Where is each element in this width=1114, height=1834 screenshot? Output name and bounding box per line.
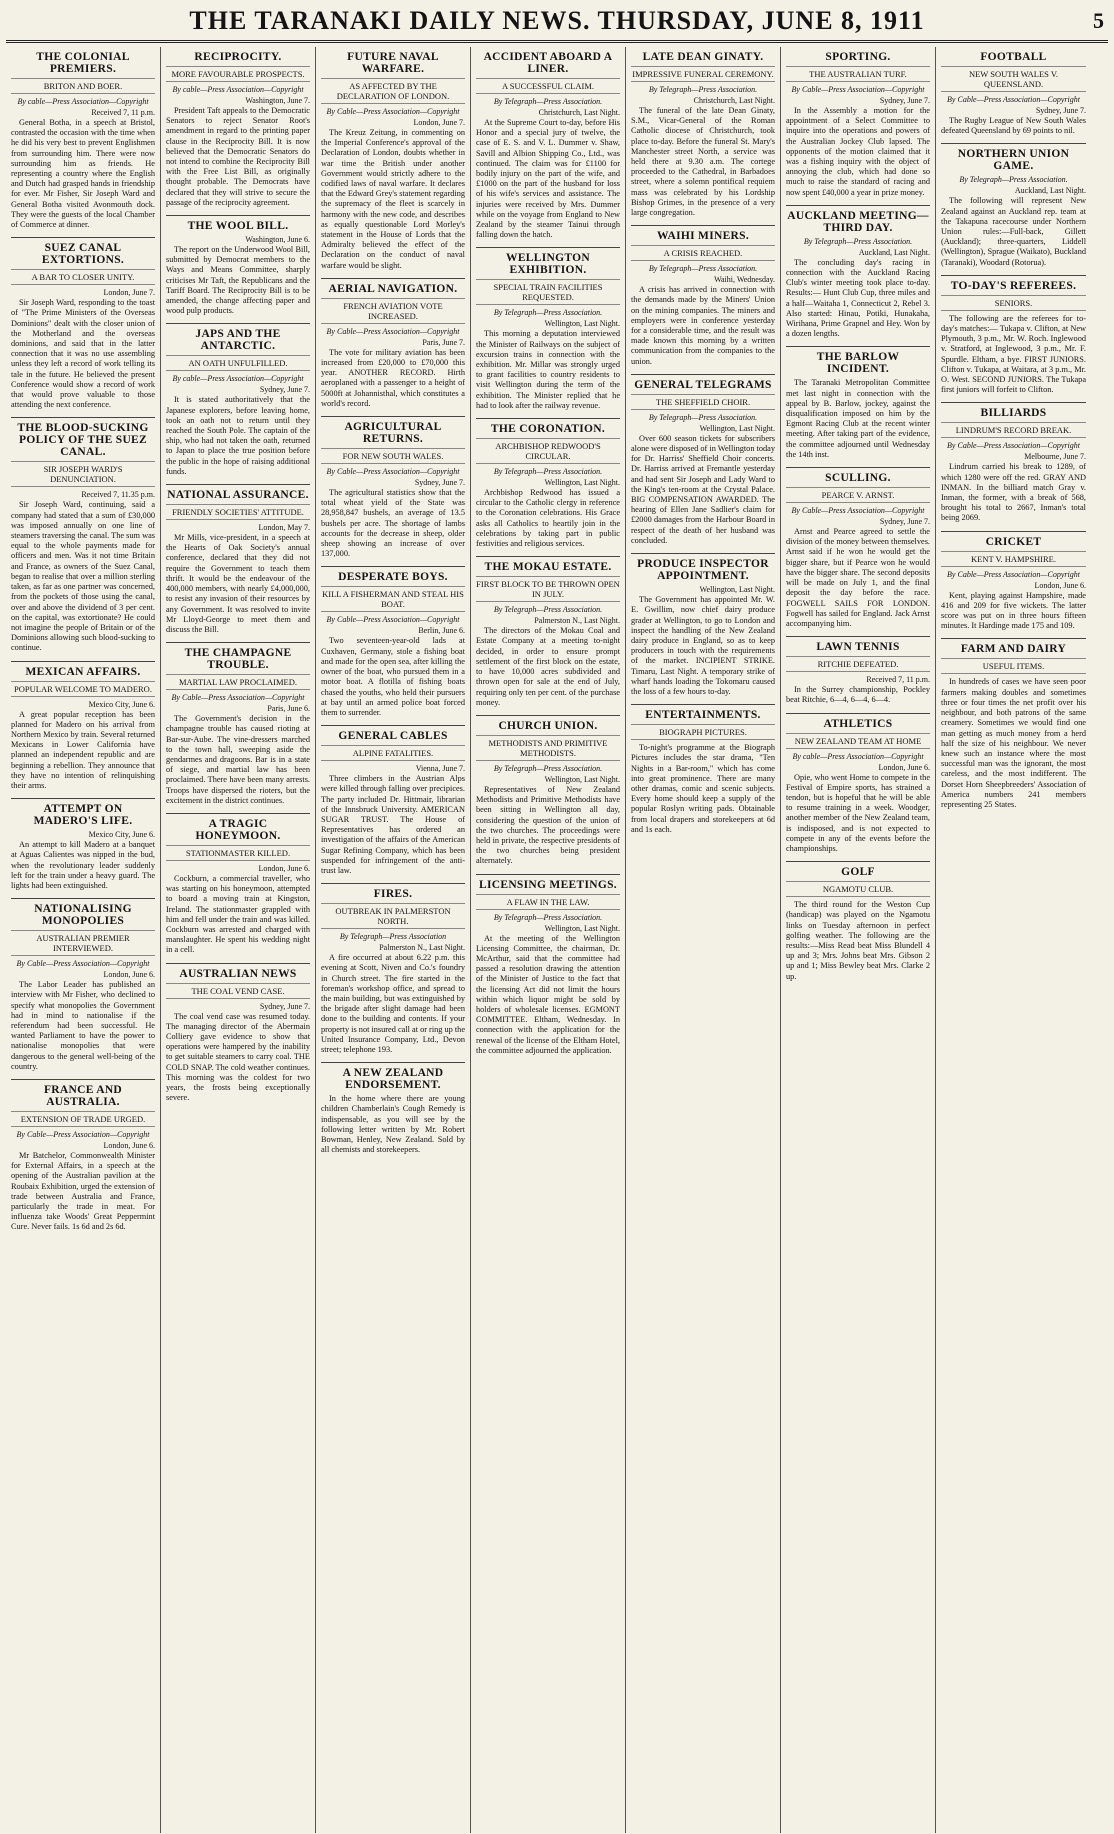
article-subheading: KILL A FISHERMAN AND STEAL HIS BOAT.	[321, 586, 465, 612]
article-dateline: London, May 7.	[258, 523, 310, 533]
article-headline: THE BLOOD-SUCKING POLICY OF THE SUEZ CANAL.	[11, 417, 155, 458]
article-headline: BILLIARDS	[941, 402, 1086, 419]
article-headline: FUTURE NAVAL WARFARE.	[347, 51, 439, 75]
article	[166, 813, 310, 956]
article-subheading: BRITON AND BOER.	[11, 78, 155, 94]
article-dateline: Auckland, Last Night.	[858, 247, 930, 257]
article-body: Over 600 season tickets for subscribers alone were disposed of in Wellington today for Dr. Harriss' Sheffield Choir concerts. Dr. Harriss arrived at Fremantle yesterday and had sent Sir Joseph and Lady Ward to the King's ten-room at the Crystal Palace. BIG COMPENSATION AWARDED. The hearing of Ellen Jane Sadlier's claim for £2000 damages from the Harbour Board in respect of the death of her husband was concluded.	[631, 433, 775, 545]
article-dateline: London, June 6.	[103, 1140, 155, 1150]
article-byline: By cable—Press Association—Copyright	[792, 751, 924, 761]
article	[11, 237, 155, 410]
article-dateline: Wellington, Last Night.	[699, 423, 775, 433]
article-body: An attempt to kill Madero at a banquet at Aguas Calientes was nipped in the bud, when the revolutionary leader suddenly left for the train under a heavy guard. The lights had been extinguished.	[11, 840, 155, 890]
article-byline: By cable—Press Association—Copyright	[172, 374, 304, 384]
article-body: The third round for the Weston Cup (handicap) was played on the Ngamotu links on Tuesday afternoon in perfect golfing weather. The following are the results:—Miss Read beat Miss Blundell 4 up and 3; Mrs. Johns beat Mrs. Gibson 2 up and 1; Miss Bewley beat Mrs. Clarke 2 up.	[786, 900, 930, 981]
article-body: Archbishop Redwood has issued a circular to the Catholic clergy in reference to the Coronation celebrations. His Grace asks all Catholics to heartily join in the celebrations by taking part in public festivities and religious services.	[476, 488, 620, 549]
article	[941, 51, 1086, 136]
page-number: 5	[1093, 8, 1104, 33]
article-subheading: THE SHEFFIELD CHOIR.	[631, 394, 775, 410]
article-subheading: AS AFFECTED BY THE DECLARATION OF LONDON.	[321, 78, 465, 104]
article-body: The Taranaki Metropolitan Committee met last night in connection with the appeal by B. Barlow, jockey, against the disqualification imposed on him by the Egmont Racing Club at the recent winter meeting. After taking part of the evidence, the committee adjourned until Wednesday the 14th inst.	[786, 378, 930, 459]
article	[11, 1079, 155, 1233]
article-byline: By Cable—Press Association—Copyright	[326, 107, 460, 116]
article-subheading: SPECIAL TRAIN FACILITIES REQUESTED.	[476, 279, 620, 305]
article-subheading: SENIORS.	[941, 295, 1086, 311]
article-headline: DESPERATE BOYS.	[321, 566, 465, 583]
article-subheading: PEARCE V. ARNST.	[786, 487, 930, 503]
article	[321, 883, 465, 1055]
article-byline: By Cable—Press Association—Copyright	[947, 569, 1080, 579]
news-column	[316, 47, 471, 1833]
article-headline: NATIONAL ASSURANCE.	[166, 484, 310, 501]
article-subheading: OUTBREAK IN PALMERSTON NORTH.	[321, 903, 465, 929]
article-dateline: Received 7, 11 p.m.	[866, 675, 930, 685]
article-byline: By Telegraph—Press Association.	[493, 912, 603, 922]
article-subheading: NGAMOTU CLUB.	[786, 881, 930, 897]
article-body: Kent, playing against Hampshire, made 416 and 209 for five wickets. The latter score was put on in three hours fifteen minutes. It Hardinge made 175 and 109.	[941, 590, 1086, 631]
article-subheading: IMPRESSIVE FUNERAL CEREMONY.	[631, 66, 775, 82]
article-subheading: KENT V. HAMPSHIRE.	[941, 551, 1086, 567]
article-headline: SPORTING.	[825, 51, 891, 63]
article-dateline: Paris, June 6.	[267, 704, 310, 714]
article-headline: FOOTBALL	[980, 51, 1047, 63]
article	[786, 713, 930, 855]
article	[11, 898, 155, 1072]
article-headline: RECIPROCITY.	[194, 51, 282, 63]
article	[321, 725, 465, 876]
article	[321, 416, 465, 559]
article-dateline: Christchurch, Last Night.	[693, 96, 775, 105]
article-dateline: Berlin, June 6.	[418, 626, 465, 636]
article-byline: By Cable—Press Association—Copyright	[947, 441, 1080, 451]
article-headline: THE BARLOW INCIDENT.	[786, 346, 930, 375]
article-body: Sir Joseph Ward, responding to the toast of "The Prime Ministers of the Overseas Dominions" dealt with the closer union of the Motherland and the overseas dominions, and said that in the latter connection that it was no use assembling unless they left a record of work telling its tale in the future. He believed the present Conference would show a record of work that would prove valuable to those attending the next conference.	[11, 298, 155, 410]
article-subheading: ARCHBISHOP REDWOOD'S CIRCULAR.	[476, 438, 620, 464]
article-headline: LATE DEAN GINATY.	[642, 51, 764, 63]
article-byline: By Cable—Press Association—Copyright	[326, 615, 460, 625]
article-body: A great popular reception has been planned for Madero on his arrival from Northern Mexico by train. Several returned Mexicans in Lower California have planned an independent republic and are beginning a rebellion. They announce that they have no intention of relinquishing their arms.	[11, 709, 155, 790]
article-headline: FARM AND DAIRY	[941, 638, 1086, 655]
article-subheading: A CRISIS REACHED.	[631, 245, 775, 261]
article-dateline: Sydney, June 7.	[879, 517, 930, 527]
article-dateline: Wellington, Last Night.	[544, 774, 620, 784]
article	[11, 417, 155, 653]
article-subheading: MARTIAL LAW PROCLAIMED.	[166, 674, 310, 690]
article-byline: By Telegraph—Press Association.	[493, 308, 603, 318]
article-dateline: Wellington, Last Night.	[544, 319, 620, 329]
article-body: Two seventeen-year-old lads at Cuxhaven, Germany, stole a fishing boat and made for the open sea, after killing the owner of the boat, who pursued them in a motor boat. A flotilla of fishing boats chased the youths, who held their pursuers at bay until an armed police boat forced them to surrender.	[321, 636, 465, 717]
article-subheading: STATIONMASTER KILLED.	[166, 845, 310, 861]
article-subheading: POPULAR WELCOME TO MADERO.	[11, 681, 155, 697]
article-headline: FRANCE AND AUSTRALIA.	[11, 1079, 155, 1108]
article-byline: By Telegraph—Press Association.	[959, 175, 1068, 185]
news-column	[161, 47, 316, 1833]
article	[321, 278, 465, 409]
article	[166, 963, 310, 1104]
article-dateline: Sydney, June 7.	[879, 96, 930, 105]
article-subheading: A FLAW IN THE LAW.	[476, 894, 620, 910]
article-dateline: London, June 6.	[258, 863, 310, 873]
article	[321, 51, 465, 271]
article-dateline: Waihi, Wednesday.	[714, 275, 775, 285]
article-body: The following are the referees for to-day's matches:— Tukapa v. Clifton, at New Plymouth, 3 p.m., Mr. W. Roch. Inglewood v. Stratford, at Inglewood, 3 p.m., Mr. F. Spurdle. Eltham, a bye. FIRST JUNIORS. Clifton v. Tukapa, at Waitara, at 3 p.m., Mr. O. West. SECOND JUNIORS. The Tukapa first juniors will forfeit to Clifton.	[941, 313, 1086, 395]
article-dateline: Mexico City, June 6.	[88, 699, 155, 709]
article-headline: ENTERTAINMENTS.	[631, 704, 775, 721]
article-headline: THE WOOL BILL.	[166, 215, 310, 232]
article-body: At the meeting of the Wellington Licensing Committee, the chairman, Dr. McArthur, said that the committee had passed a resolution drawing the attention of the Minister of Justice to the fact that the licensing Act did not limit the hours within which liquor might be sold by holders of wholesale licenses. EGMONT COMMITTEE. Eltham, Wednesday. In connection with the application for the renewal of the license of the Eltham Hotel, the committee adjourned the application.	[476, 933, 620, 1055]
article	[631, 225, 775, 367]
article-headline: THE COLONIAL PREMIERS.	[36, 51, 130, 75]
article-byline: By Cable—Press Association—Copyright	[326, 467, 460, 477]
article-byline: By Telegraph—Press Association.	[493, 467, 603, 477]
article-body: The coal vend case was resumed today. The managing director of the Abermain Colliery gave evidence to show that operations were hampered by the inability to get suitable steamers to carry coal. THE COLD SNAP. The cold weather continues. This morning was the coldest for two years, the frosts being exceptionally severe.	[166, 1011, 310, 1103]
article-headline: ACCIDENT ABOARD A LINER.	[483, 51, 613, 75]
article-byline: By Telegraph—Press Association.	[493, 97, 603, 106]
article-headline: A NEW ZEALAND ENDORSEMENT.	[321, 1062, 465, 1091]
article-byline: By Telegraph—Press Association.	[493, 605, 603, 615]
article-body: Cockburn, a commercial traveller, who was starting on his honeymoon, attempted to board a moving train at Kingston, Ireland. The stationmaster grappled with him and fell under the train and was killed. Cockburn was arrested and charged with manslaughter. He spent his wedding night in a cell.	[166, 873, 310, 955]
article-body: The Rugby League of New South Wales defeated Queensland by 69 points to nil.	[941, 116, 1086, 136]
article-headline: NORTHERN UNION GAME.	[941, 143, 1086, 172]
article	[166, 484, 310, 635]
article-headline: THE CHAMPAGNE TROUBLE.	[166, 642, 310, 671]
article-headline: ATHLETICS	[786, 713, 930, 730]
article-body: The concluding day's racing in connection with the Auckland Racing Club's winter meeting took place to-day. Results:— Hunt Club Cup, three miles and a half—Waitaha 1, Connecticut 2, Rebel 3. Also started: Hinau, Potiki, Hunakaha, Wirihana, Prime Grapnel and Hey. Won by a dozen lengths.	[786, 257, 930, 339]
article	[166, 51, 310, 208]
article-body: A crisis has arrived in connection with the demands made by the Miners' Union on the mining companies. The miners and employers were in conference yesterday for a considerable time, and the result was made known this morning by a written communication from the companies to the union.	[631, 285, 775, 366]
article	[476, 556, 620, 708]
article-dateline: Wellington, Last Night.	[544, 923, 620, 933]
article-headline: GENERAL TELEGRAMS	[631, 374, 775, 391]
article-body: This morning a deputation interviewed the Minister of Railways on the subject of excursion trains in connection with the exhibition. Mr. Millar was strongly urged to grant facilities to country residents to visit Wellington during the term of the exhibition. The Minister replied that he had to look after the railway revenue.	[476, 329, 620, 410]
article-dateline: London, June 6.	[103, 970, 155, 980]
article-headline: CRICKET	[941, 531, 1086, 548]
article-byline: By Cable—Press Association—Copyright	[16, 959, 150, 969]
article	[476, 874, 620, 1056]
article-byline: By Telegraph—Press Association.	[648, 264, 758, 274]
article-subheading: NEW SOUTH WALES V. QUEENSLAND.	[941, 66, 1086, 92]
article-subheading: SIR JOSEPH WARD'S DENUNCIATION.	[11, 461, 155, 487]
article-subheading: BIOGRAPH PICTURES.	[631, 724, 775, 740]
article-dateline: London, June 6.	[878, 762, 930, 772]
article-dateline: London, June 7.	[103, 288, 155, 298]
article-headline: AGRICULTURAL RETURNS.	[321, 416, 465, 445]
article	[941, 638, 1086, 810]
article-subheading: METHODISTS AND PRIMITIVE METHODISTS.	[476, 735, 620, 761]
article	[786, 467, 930, 629]
article	[786, 346, 930, 460]
article-body: The Kreuz Zeitung, in commenting on the Imperial Conference's approval of the Declaration of London, doubts whether in war time the British under another Government would strictly adhere to the codified laws of naval warfare. It declares that the Edward Grey's statement regarding the supremacy of the fleet is scarcely in harmony with the new code, and describes as equally questionable Lord Morley's statement in the House of Lords that the Admiralty believed the effect of the Declaration on the conduct of naval warfare would be slight.	[321, 128, 465, 270]
article-body: The agricultural statistics show that the total wheat yield of the State was 28,958,847 bushels, an average of 13.5 bushels per acre. The shortage of lambs accounts for the decrease in sheep, older sheep showing an increase of over 137,000.	[321, 488, 465, 559]
article-dateline: Palmerston N., Last Night.	[534, 616, 620, 626]
newspaper-title: THE TARANAKI DAILY NEWS. THURSDAY, JUNE 8, 1911	[189, 6, 925, 35]
article-body: In the home where there are young children Chamberlain's Cough Remedy is indispensable, as you will see by the following letter written by Mr. Robert Bowman, Henley, New Zealand. Sold by all chemists and storekeepers.	[321, 1094, 465, 1155]
article	[11, 661, 155, 792]
article-body: The Government has appointed Mr. W. E. Gwillim, now chief dairy produce grader at Wellington, to go to London and inspect the handling of the New Zealand dairy produce in England, so as to keep producers in touch with the requirements of the market. INCIPIENT STRIKE. Timaru, Last Night. A temporary strike of wharf hands loading the Tokomaru caused the loss of a few hours to-day.	[631, 595, 775, 696]
article	[941, 531, 1086, 632]
article-headline: CHURCH UNION.	[476, 715, 620, 732]
article-byline: By Cable—Press Association—Copyright	[791, 85, 925, 94]
news-column	[471, 47, 626, 1833]
article-body: It is stated authoritatively that the Japanese explorers, before leaving home, took an oath not to return until they reached the South Pole. The captain of the ship, who had not taken the oath, returned to Japan to place the true position before the public in the hope of raising additional funds.	[166, 395, 310, 476]
article-dateline: Mexico City, June 6.	[88, 830, 155, 840]
article-headline: GOLF	[786, 861, 930, 878]
article	[476, 247, 620, 411]
article-headline: AERIAL NAVIGATION.	[321, 278, 465, 295]
article-dateline: London, June 7.	[413, 118, 465, 127]
article-headline: THE CORONATION.	[476, 418, 620, 435]
article-headline: JAPS AND THE ANTARCTIC.	[166, 323, 310, 352]
article	[321, 1062, 465, 1155]
article-byline: By Cable—Press Association—Copyright	[326, 326, 460, 336]
article-headline: AUCKLAND MEETING—THIRD DAY.	[786, 205, 930, 234]
article-dateline: Vienna, June 7.	[415, 764, 465, 774]
article-body: The directors of the Mokau Coal and Estate Company at a meeting to-night decided, in order to ensure prompt settlement of the first block on the estate, to have 10,000 acres subdivided and thrown open for sale at the end of July, requiring only ten per cent. of the purchase money.	[476, 626, 620, 707]
article-body: Mr Batchelor, Commonwealth Minister for External Affairs, in a speech at the opening of the Australian pavilion at the Roubaix Exhibition, urged the extension of trade between Australia and France, particularly the trade in meat. For influenza take Woods' Great Peppermint Cure. Never fails. 1s 6d and 2s 6d.	[11, 1150, 155, 1232]
article-body: At the Supreme Court to-day, before His Honor and a special jury of twelve, the case of E. S. and V. L. Dummer v. Shaw, Savill and Albion Shipping Co., Ltd., was continued. The claim was for £1100 for bodily injury on the part of the wife, and £1000 on the part of the husband for loss of his wife's services and assistance. The injuries were received by Mrs. Dummer while on the voyage from England to New Zealand by the steamer Tainui through falling down the hatch.	[476, 118, 620, 240]
article-body: The Labor Leader has published an interview with Mr Fisher, who declined to specify what monopolies the Government had in mind to nationalise if the referendum had been successful. He wanted Parliament to have the power to nationalise monopolies that were dangerous to the general well-being of the country.	[11, 980, 155, 1071]
masthead	[6, 4, 1108, 43]
article-dateline: Melbourne, June 7.	[1024, 452, 1086, 462]
article-subheading: THE AUSTRALIAN TURF.	[786, 66, 930, 82]
news-column	[781, 47, 936, 1833]
article-dateline: Received 7, 11 p.m.	[91, 108, 155, 117]
article	[786, 205, 930, 340]
article	[941, 402, 1086, 523]
article-byline: By Telegraph—Press Association.	[648, 85, 758, 94]
article-subheading: USEFUL ITEMS.	[941, 658, 1086, 674]
article-body: In the Assembly a motion for the appointment of a Select Committee to inquire into the operations and powers of the Australian Jockey Club lapsed. The opponents of the motion claimed that it was a fishing inquiry with the object of annoying the club, which had done so much to raise the standard of racing and now spent £40,000 a year in prize money.	[786, 106, 930, 197]
article-headline: THE MOKAU ESTATE.	[476, 556, 620, 573]
article-subheading: FOR NEW SOUTH WALES.	[321, 448, 465, 464]
article	[166, 323, 310, 477]
article-body: The Government's decision in the champagne trouble has caused rioting at Bar-sur-Aube. The vine-dressers marched to the town hall, sweeping aside the gendarmes and dragoons. Bar is in a state of siege, and martial law has been proclaimed. There have been many arrests. Troops have dispersed the rioters, but the excitement in the district continues.	[166, 714, 310, 805]
article	[631, 553, 775, 697]
article-byline: By cable—Press Association—Copyright	[172, 85, 304, 94]
article	[631, 51, 775, 218]
article-dateline: Christchurch, Last Night.	[538, 108, 620, 117]
article-subheading: FRIENDLY SOCIETIES' ATTITUDE.	[166, 504, 310, 520]
article	[11, 51, 155, 230]
article-headline: NATIONALISING MONOPOLIES	[11, 898, 155, 927]
article	[631, 374, 775, 546]
article-headline: AUSTRALIAN NEWS	[166, 963, 310, 980]
news-column	[6, 47, 161, 1833]
article-byline: By Telegraph—Press Association.	[803, 236, 913, 246]
article-byline: By Cable—Press Association—Copyright	[16, 1129, 150, 1139]
article-dateline: Washington, June 6.	[245, 235, 310, 245]
article-headline: SCULLING.	[786, 467, 930, 484]
article-byline: By Cable—Press Association—Copyright	[947, 95, 1080, 104]
article-subheading: A SUCCESSFUL CLAIM.	[476, 78, 620, 94]
article-dateline: Wellington, Last Night.	[544, 478, 620, 488]
article-body: The funeral of the late Dean Ginaty, S.M., Vicar-General of the Roman Catholic diocese of Christchurch, took place to-day. Before the funeral St. Mary's Manchester street North, a service was held there at 9.30 a.m. The cortege proceeded to the Cathedral, in Barbadoes street, where a solemn pontifical requiem mass was celebrated by his Lordship Bishop Grimes, in the presence of a very large congregation.	[631, 106, 775, 218]
news-column	[936, 47, 1091, 1833]
article-dateline: London, June 6.	[1034, 580, 1086, 590]
article-body: The vote for military aviation has been increased from £20,000 to £70,000 this year. ANOTHER RECORD. Hirth aeroplaned with a passenger to a height of 5000ft at Johannisthal, which constitutes a world's record.	[321, 347, 465, 408]
article	[631, 704, 775, 835]
article-headline: FIRES.	[321, 883, 465, 900]
article-body: In hundreds of cases we have seen poor farmers making doubles and sometimes three or four times the net profit over his neighbour, and both patrons of the same creamery. Sometimes we would find one man getting as much money from a herd half the size of his neighbour. We never knew such an instance where the most successful man was the ignorant, the most careless, and the most indifferent. The Dorset Horn Sheepbreeders' Association of America numbers 241 members representing 25 States.	[941, 677, 1086, 809]
column-container	[6, 47, 1108, 1833]
article-dateline: Sydney, June 7.	[259, 385, 310, 395]
article-body: Lindrum carried his break to 1289, of which 1280 were off the red. GRAY AND INMAN. In the billiard match Gray v. Inman, the former, with a break of 568, brought his total to 2667, Inman's total being 2069.	[941, 462, 1086, 523]
article-body: The report on the Underwood Wool Bill, submitted by Democrat members to the Ways and Means Committee, sharply criticises Mr Taft, the Republicans and the Tariff Board. The Reciprocity Bill is to be amended, the change affecting paper and wood pulp products.	[166, 245, 310, 316]
article	[321, 566, 465, 718]
article-body: The following will represent New Zealand against an Auckland rep. team at the Takapuna racecourse under Northern Union rules:—Full-back, Gillett (Auckland); three-quarters, Liddell (Wellington), Sprague (Waikato), Buckland (Taranaki), Woodard (Rotorua).	[941, 196, 1086, 267]
article	[786, 51, 930, 198]
article-headline: A TRAGIC HONEYMOON.	[166, 813, 310, 842]
article-body: Representatives of New Zealand Methodists and Primitive Methodists have been sitting in Wellington all day, considering the question of the union of the two churches. The proceedings were held in private, the respective presidents of the two churches being president alternately.	[476, 784, 620, 866]
article-dateline: Paris, June 7.	[422, 337, 465, 347]
article-dateline: Palmerston N., Last Night.	[379, 943, 465, 953]
article-headline: WAIHI MINERS.	[631, 225, 775, 242]
article-dateline: Washington, June 7.	[245, 96, 310, 105]
article-headline: MEXICAN AFFAIRS.	[11, 661, 155, 678]
article-body: Mr Mills, vice-president, in a speech at the Hearts of Oak Society's annual conference, declared that they did not require the Government to teach them thrift. It would be the endeavour of the 400,000 members, with nearly £4,000,000, to resist any invasion of their resources by any Government. It was resolved to invite Mr Lloyd-George to meet them and discuss the Bill.	[166, 533, 310, 634]
article-headline: WELLINGTON EXHIBITION.	[476, 247, 620, 276]
news-column	[626, 47, 781, 1833]
article	[476, 418, 620, 549]
article-body: Three climbers in the Austrian Alps were killed through falling over precipices. The party included Dr. Hittmair, librarian of the Innsbruck University. AMERICAN SUGAR TRUST. The House of Representatives has ordered an investigation of the affairs of the American Sugar Refining Company, which has been suspended for infringement of the anti-trust law.	[321, 774, 465, 875]
article	[786, 636, 930, 705]
article-body: Opie, who went Home to compete in the Festival of Empire sports, has strained a tendon, but is hopeful that he will be able to resume training in a week. Woodger, another member of the New Zealand team, is indisposed, and is not expected to compete in any of the events before the championships.	[786, 772, 930, 853]
article-body: President Taft appeals to the Democratic Senators to reject Senator Root's amendment in regard to the printing paper clause in the Reciprocity Bill. It is now believed that the Democratic Senators do not intend to combine the Reciprocity Bill with the Free List Bill, as originally thought probable. The Democrats have declared that they will strive to secure the passage of the reciprocity agreement.	[166, 106, 310, 207]
article	[476, 715, 620, 867]
article-subheading: RITCHIE DEFEATED.	[786, 656, 930, 672]
article-subheading: A BAR TO CLOSER UNITY.	[11, 269, 155, 285]
article-headline: GENERAL CABLES	[321, 725, 465, 742]
article-headline: LICENSING MEETINGS.	[476, 874, 620, 891]
article-subheading: ALPINE FATALITIES.	[321, 745, 465, 761]
article-subheading: THE COAL VEND CASE.	[166, 983, 310, 999]
article-headline: ATTEMPT ON MADERO'S LIFE.	[11, 798, 155, 827]
article-subheading: EXTENSION OF TRADE URGED.	[11, 1111, 155, 1127]
article-byline: By Cable—Press Association—Copyright	[171, 693, 305, 703]
article	[166, 642, 310, 806]
article	[476, 51, 620, 240]
article-headline: PRODUCE INSPECTOR APPOINTMENT.	[631, 553, 775, 582]
article-subheading: LINDRUM'S RECORD BREAK.	[941, 422, 1086, 438]
article-dateline: Sydney, June 7.	[259, 1001, 310, 1011]
article-subheading: FIRST BLOCK TO BE THROWN OPEN IN JULY.	[476, 576, 620, 602]
article	[941, 143, 1086, 267]
article	[786, 861, 930, 982]
article-body: Sir Joseph Ward, continuing, said a company had stated that a sum of £30,000 was imposed annually on one line of steamers traversing the canal. The sum was equal to the whole payments made for officers and men. Was it not time Britain and France, as owners of the Suez Canal, began to realise that over a million sterling taken, as far as one partner was concerned, from the pockets of those using the canal, over and above the dividend of 3 per cent. on the capital, was extortionate? He could not imagine the people of Britain or of the Dominions allowing such blood-sucking to continue.	[11, 500, 155, 653]
article-subheading: AN OATH UNFULFILLED.	[166, 355, 310, 371]
article-subheading: MORE FAVOURABLE PROSPECTS.	[166, 66, 310, 82]
article	[166, 215, 310, 316]
article-headline: LAWN TENNIS	[786, 636, 930, 653]
article-byline: By cable—Press Association—Copyright	[17, 97, 149, 106]
article-headline: SUEZ CANAL EXTORTIONS.	[11, 237, 155, 266]
article	[941, 275, 1086, 396]
article-byline: By Telegraph—Press Association.	[493, 763, 603, 773]
article-dateline: Sydney, June 7.	[1035, 106, 1086, 115]
article-subheading: FRENCH AVIATION VOTE INCREASED.	[321, 298, 465, 324]
article-headline: TO-DAY'S REFEREES.	[941, 275, 1086, 292]
article-body: Arnst and Pearce agreed to settle the division of the money between themselves. Arnst said if he won he would get the bigger share, but if Pearce won he would have the bigger share. The second deposits will be made on July 1, and the final deposit the day before the race. FOGWELL SAILS FOR LONDON. Fogwell has sailed for England. Jack Arnst accompanying him.	[786, 527, 930, 628]
article	[11, 798, 155, 891]
article-body: A fire occurred at about 6.22 p.m. this evening at Scott, Niven and Co.'s foundry in Church street. The fire started in the foreman's workshop office, and spread to the main building, but was extinguished by the brigade after slight damage had been done to the building and contents. If your property is not insured call at or ring up the United Insurance Company, Ltd., Devon street; telephone 193.	[321, 953, 466, 1054]
article-subheading: NEW ZEALAND TEAM AT HOME	[786, 733, 930, 749]
article-body: To-night's programme at the Biograph Pictures includes the star drama, "Ten Nights in a Bar-room," which has come into great prominence. There are many other dramas, comic and scenic subjects. Every home should keep a supply of the popular Roslyn writing pads. Obtainable from local drapers and storekeepers at 6d and 1s each.	[631, 743, 775, 834]
article-body: General Botha, in a speech at Bristol, contrasted the occasion with the time when he did his very best to prevent Englishmen from surrounding him. There were now surrounding him as friends. He representing a country where the English and Dutch had grasped hands in friendship for ever. Mr Fisher, Sir Joseph Ward and General Botha visited Avonmouth dock. They were the guests of the local Chamber of Commerce at dinner.	[11, 118, 155, 230]
article-dateline: Auckland, Last Night.	[1014, 186, 1086, 196]
article-dateline: Sydney, June 7.	[414, 478, 465, 488]
article-byline: By Telegraph—Press Association	[339, 932, 447, 942]
article-dateline: Received 7, 11.35 p.m.	[81, 490, 155, 500]
article-byline: By Cable—Press Association—Copyright	[791, 506, 925, 516]
article-body: In the Surrey championship, Pockley beat Ritchie, 6—4, 6—4, 6—4.	[786, 685, 930, 705]
article-dateline: Wellington, Last Night.	[699, 585, 775, 595]
article-byline: By Telegraph—Press Association.	[648, 412, 758, 422]
article-subheading: AUSTRALIAN PREMIER INTERVIEWED.	[11, 930, 155, 956]
